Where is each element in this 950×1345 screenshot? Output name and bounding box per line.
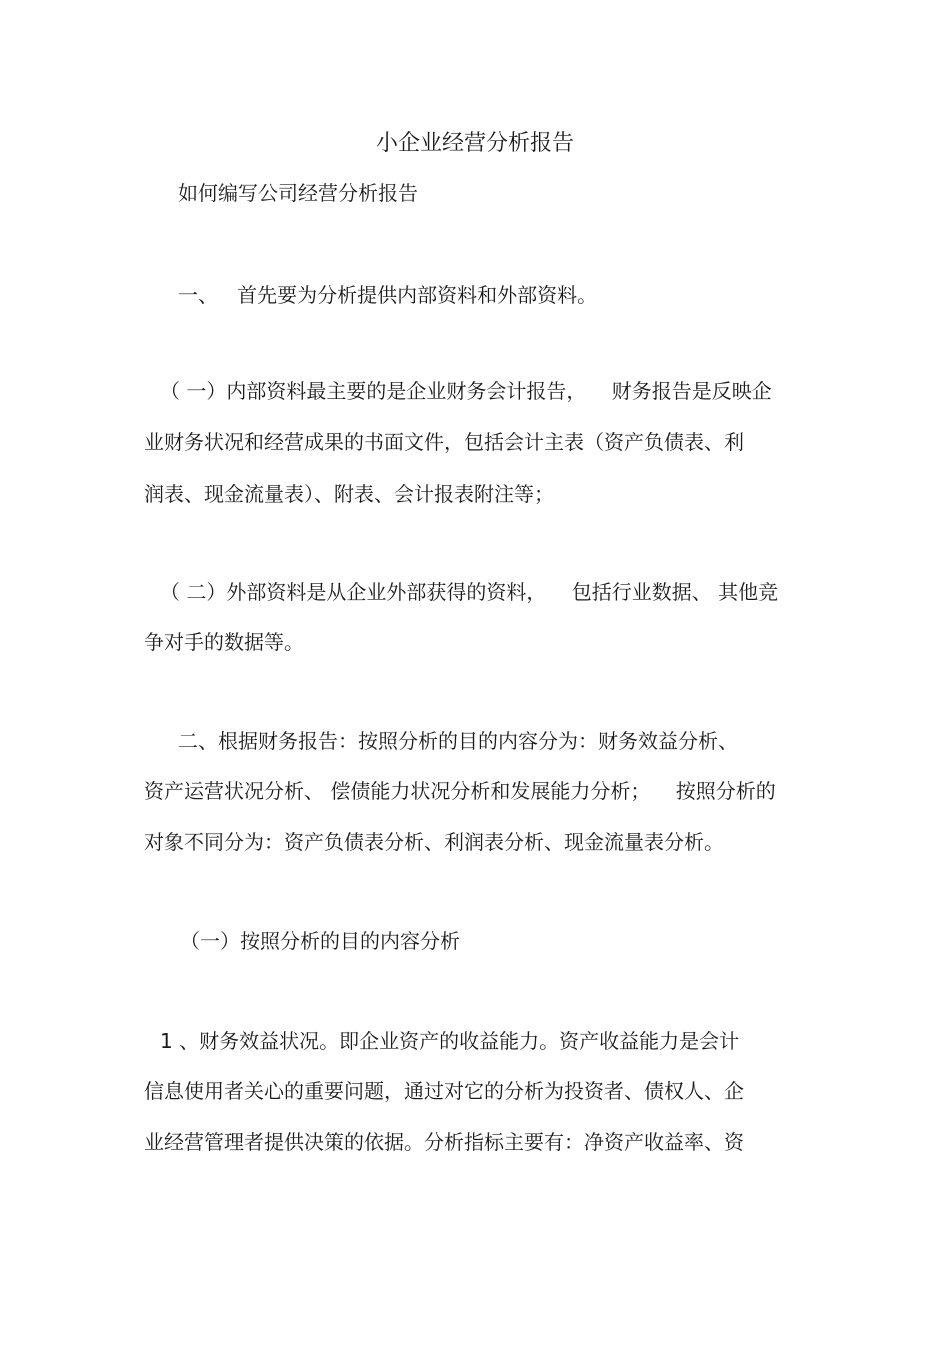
paragraph-line: 争对手的数据等。 xyxy=(144,630,304,654)
paragraph-line: （ 一）内部资料最主要的是企业财务会计报告， 财务报告是反映企 xyxy=(160,379,772,403)
section-heading-1: 一、 首先要为分析提供内部资料和外部资料。 xyxy=(178,283,598,307)
document-subtitle: 如何编写公司经营分析报告 xyxy=(178,181,418,205)
paragraph-line: 信息使用者关心的重要问题，通过对它的分析为投资者、债权人、企 xyxy=(144,1079,744,1103)
paragraph-line: 润表、现金流量表）、附表、会计报表附注等； xyxy=(144,482,554,506)
paragraph-line: 二、根据财务报告：按照分析的目的内容分为：财务效益分析、 xyxy=(178,729,738,753)
document-title: 小企业经营分析报告 xyxy=(375,131,574,156)
paragraph-line: 资产运营状况分析、 偿债能力状况分析和发展能力分析； 按照分析的 xyxy=(144,779,776,803)
paragraph-line: 1 、财务效益状况。即企业资产的收益能力。资产收益能力是会计 xyxy=(160,1029,740,1053)
paragraph-line: （ 二）外部资料是从企业外部获得的资料， 包括行业数据、 其他竞 xyxy=(160,580,779,604)
paragraph-line: 对象不同分为：资产负债表分析、利润表分析、现金流量表分析。 xyxy=(144,830,724,854)
paragraph-line: 业经营管理者提供决策的依据。分析指标主要有：净资产收益率、资 xyxy=(144,1130,744,1154)
paragraph-line: 业财务状况和经营成果的书面文件，包括会计主表（资产负债表、利 xyxy=(144,430,744,454)
subheading: （一）按照分析的目的内容分析 xyxy=(180,929,460,953)
